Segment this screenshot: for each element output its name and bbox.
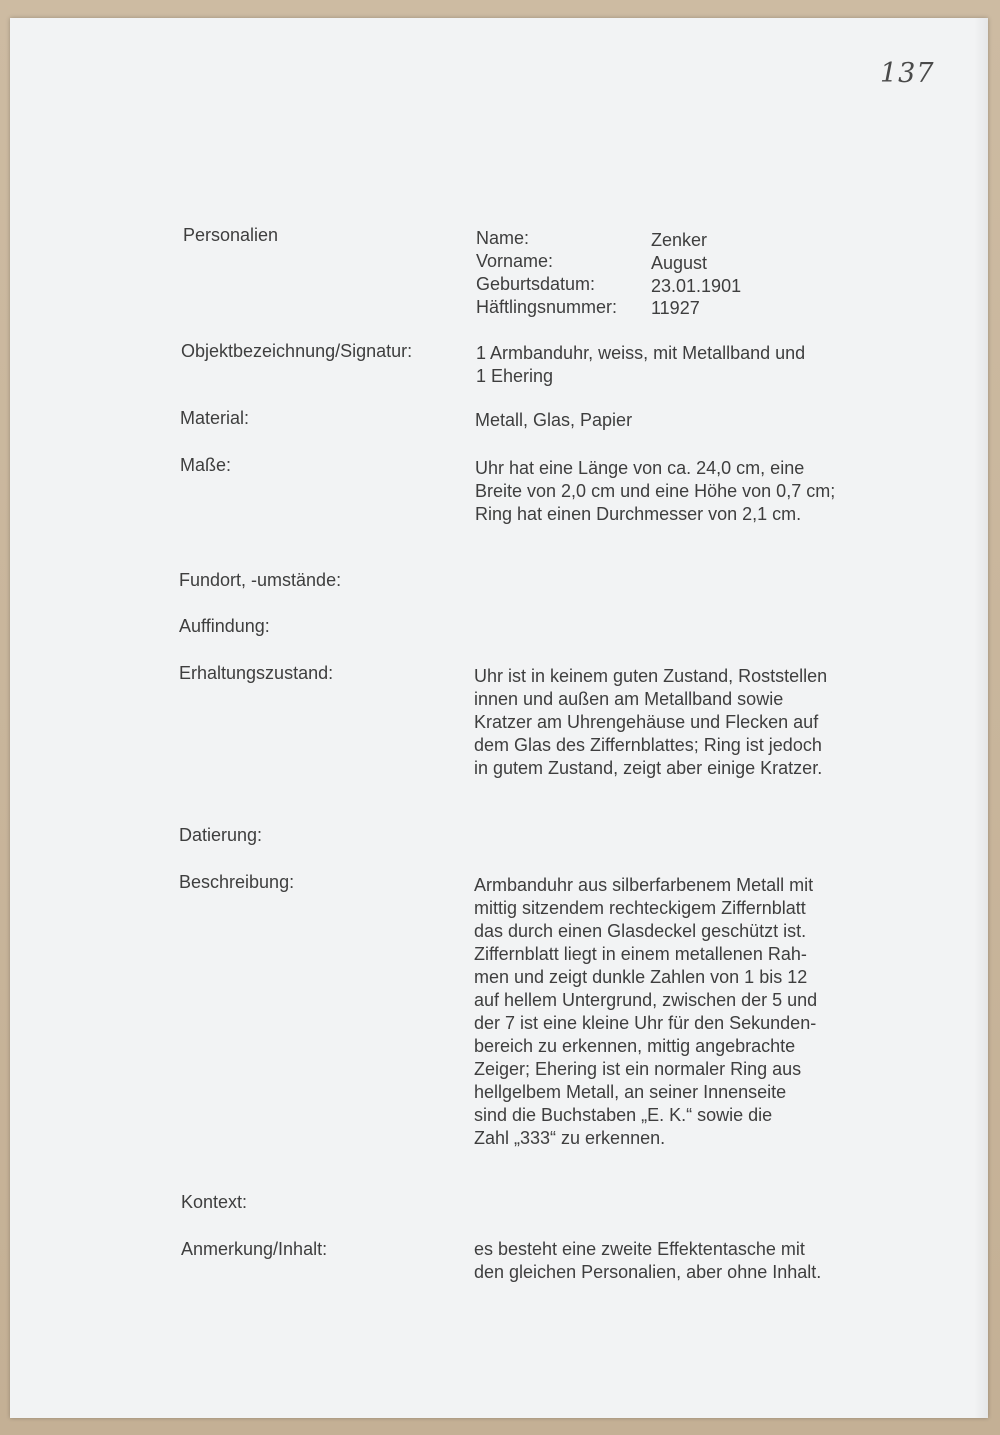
text-line: Ziffernblatt liegt in einem metallenen Rah- bbox=[474, 944, 807, 964]
text-line: Ring hat einen Durchmesser von 2,1 cm. bbox=[475, 504, 802, 524]
material-value: Metall, Glas, Papier bbox=[475, 410, 633, 430]
text-line: Zeiger; Ehering ist ein normaler Ring aus bbox=[474, 1059, 802, 1079]
text-line: Kratzer am Uhrengehäuse und Flecken auf bbox=[474, 712, 819, 732]
text-line: bereich zu erkennen, mittig angebrachte bbox=[474, 1036, 796, 1056]
text-line: Breite von 2,0 cm und eine Höhe von 0,7 cm; bbox=[475, 481, 836, 501]
text-line: mittig sitzendem rechteckigem Ziffernblatt bbox=[474, 898, 806, 918]
text-line: sind die Buchstaben „E. K.“ sowie die bbox=[474, 1105, 773, 1125]
text-line: men und zeigt dunkle Zahlen von 1 bis 12 bbox=[474, 967, 808, 987]
handwritten-page-number: 137 bbox=[880, 58, 935, 89]
text-line: 1 Ehering bbox=[476, 366, 554, 386]
vorname-label: Vorname: bbox=[476, 251, 554, 271]
text-line: Uhr ist in keinem guten Zustand, Roststellen bbox=[474, 666, 828, 686]
text-line: es besteht eine zweite Effektentasche mit bbox=[474, 1239, 805, 1259]
paper-edge-shadow bbox=[974, 18, 988, 1418]
text-line: der 7 ist eine kleine Uhr für den Sekunden- bbox=[474, 1013, 817, 1033]
anmerkung-value bbox=[474, 1238, 821, 1284]
geburtsdatum-value: 23.01.1901 bbox=[651, 276, 742, 296]
geburtsdatum-label: Geburtsdatum: bbox=[476, 274, 596, 294]
haeftlingsnummer-label: Häftlingsnummer: bbox=[476, 297, 618, 317]
text-line: 1 Armbanduhr, weiss, mit Metallband und bbox=[476, 343, 806, 363]
auffindung-label: Auffindung: bbox=[179, 616, 270, 636]
fundort-label: Fundort, -umstände: bbox=[179, 570, 342, 590]
text-line: in gutem Zustand, zeigt aber einige Kratzer. bbox=[474, 758, 823, 778]
text-line: Uhr hat eine Länge von ca. 24,0 cm, eine bbox=[475, 458, 805, 478]
text-line: Zahl „333“ zu erkennen. bbox=[474, 1128, 666, 1148]
objektbezeichnung-label: Objektbezeichnung/Signatur: bbox=[181, 341, 413, 361]
beschreibung-value bbox=[474, 874, 817, 1150]
name-value: Zenker bbox=[651, 230, 708, 250]
text-line: innen und außen am Metallband sowie bbox=[474, 689, 784, 709]
masse-value bbox=[475, 457, 835, 526]
objektbezeichnung-value bbox=[476, 342, 805, 388]
personalien-label: Personalien bbox=[183, 225, 279, 245]
beschreibung-label: Beschreibung: bbox=[179, 872, 295, 892]
vorname-value: August bbox=[651, 253, 708, 273]
masse-label: Maße: bbox=[180, 455, 232, 475]
text-line: hellgelbem Metall, an seiner Innenseite bbox=[474, 1082, 787, 1102]
text-line: das durch einen Glasdeckel geschützt ist. bbox=[474, 921, 807, 941]
haeftlingsnummer-value: 11927 bbox=[651, 298, 700, 318]
kontext-label: Kontext: bbox=[181, 1192, 248, 1212]
text-line: dem Glas des Ziffernblattes; Ring ist jedoch bbox=[474, 735, 822, 755]
erhaltungszustand-label: Erhaltungszustand: bbox=[179, 663, 334, 683]
material-label: Material: bbox=[180, 408, 250, 428]
datierung-label: Datierung: bbox=[179, 825, 263, 845]
anmerkung-label: Anmerkung/Inhalt: bbox=[181, 1239, 328, 1259]
text-line: auf hellem Untergrund, zwischen der 5 und bbox=[474, 990, 818, 1010]
name-label: Name: bbox=[476, 228, 530, 248]
erhaltungszustand-value bbox=[474, 665, 827, 780]
text-line: Armbanduhr aus silberfarbenem Metall mit bbox=[474, 875, 814, 895]
text-line: den gleichen Personalien, aber ohne Inhalt. bbox=[474, 1262, 822, 1282]
